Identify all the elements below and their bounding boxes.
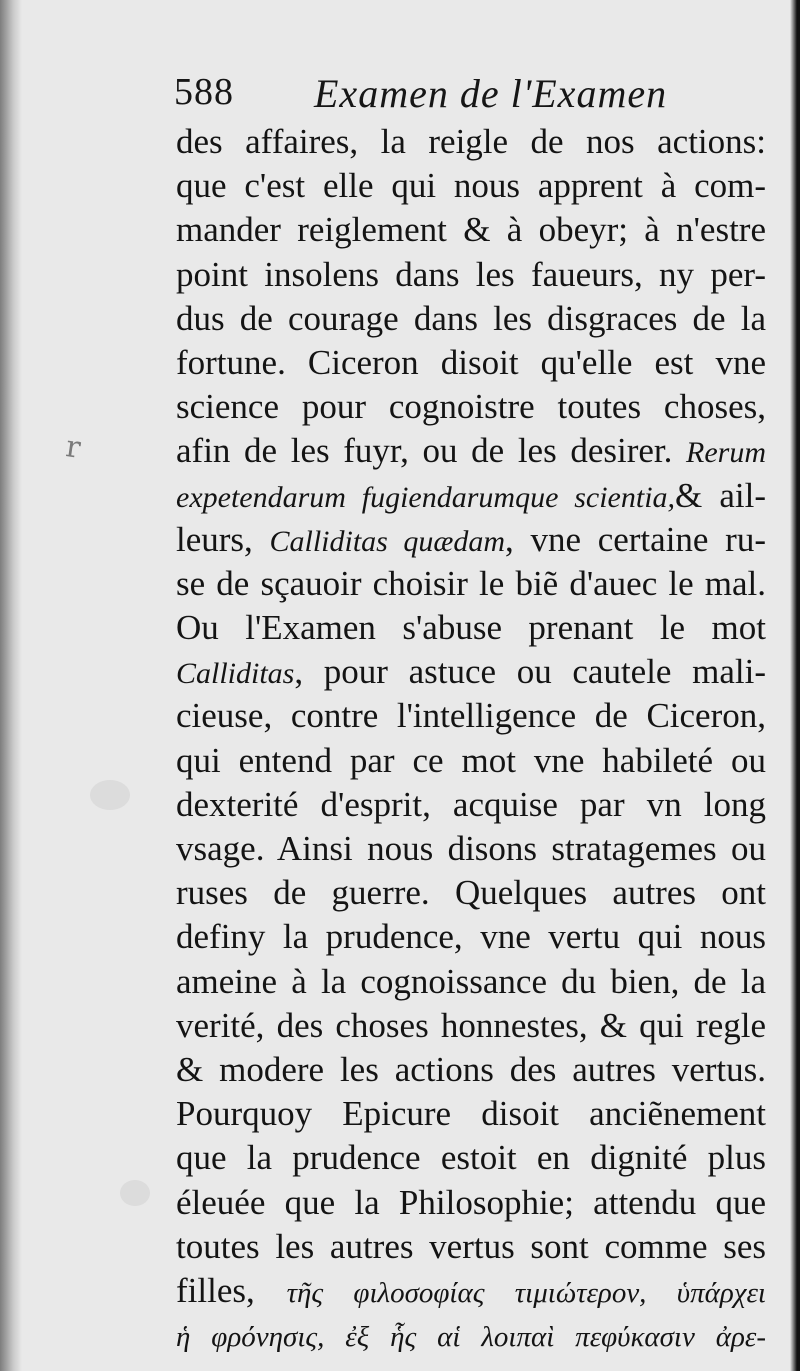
line-text: des affaires, la reigle de nos actions:	[176, 122, 766, 161]
margin-mark: r	[63, 429, 83, 466]
line-text: cieuse, contre l'intelligence de Ciceron,	[176, 696, 766, 736]
paper-stain	[90, 780, 130, 810]
page-number: 588	[174, 71, 234, 113]
text-line	[176, 694, 766, 738]
line-text: que c'est elle qui nous apprent à com-	[176, 166, 766, 206]
text-line	[176, 827, 766, 871]
line-text: dexterité d'esprit, acquise par vn long	[176, 784, 766, 824]
line-text: mander reiglement & à obeyr; à n'estre	[176, 210, 766, 250]
latin-term: Rerum	[686, 436, 766, 470]
line-text: se de sçauoir choisir le biẽ d'auec le mal.	[176, 563, 766, 603]
line-text: & ail-	[675, 475, 766, 515]
line-text: toutes les autres vertus sont comme ses	[176, 1226, 766, 1266]
line-text: dus de courage dans les disgraces de la	[176, 298, 766, 338]
text-line	[176, 341, 766, 385]
greek-quotation: τῆς φιλοσοφίας τιμιώτερον, ὑπάρχει	[286, 1276, 766, 1309]
line-text: , vne certaine ru-	[505, 519, 766, 559]
text-line	[176, 1004, 766, 1048]
line-text: fortune. Ciceron disoit qu'elle est vne	[176, 342, 766, 382]
text-line	[176, 120, 766, 164]
line-text: & modere les actions des autres vertus.	[176, 1049, 766, 1089]
line-text: science pour cognoistre toutes choses,	[176, 387, 766, 427]
line-text: éleuée que la Philosophie; attendu que	[176, 1182, 766, 1222]
line-text: ruses de guerre. Quelques autres ont	[176, 873, 766, 913]
text-line	[176, 429, 766, 473]
text-line	[176, 297, 766, 341]
line-text: point insolens dans les faueurs, ny per-	[176, 254, 766, 294]
line-text: , pour astuce ou cautele mali-	[294, 652, 766, 692]
text-line	[176, 871, 766, 915]
line-text: Pourquoy Epicure disoit anciẽnement	[176, 1094, 766, 1134]
greek-quotation: ἡ φρόνησις, ἐξ ἧς αἱ λοιπαὶ πεφύκασιν ἀρε-	[176, 1321, 766, 1354]
text-line	[176, 1092, 766, 1136]
line-text: afin de les fuyr, ou de les desirer.	[176, 431, 687, 471]
page-edge	[790, 0, 800, 1371]
paper-stain	[120, 1180, 150, 1206]
latin-term: Calliditas	[176, 657, 295, 691]
body-text	[176, 120, 766, 1357]
line-text: filles,	[176, 1270, 287, 1310]
line-text: leurs,	[176, 519, 270, 559]
text-line	[176, 606, 766, 650]
running-header	[174, 70, 774, 122]
text-line	[176, 739, 766, 783]
text-line	[176, 783, 766, 827]
line-text: Ou l'Examen s'abuse prenant le mot	[176, 608, 766, 648]
line-text: ameine à la cognoissance du bien, de la	[176, 961, 766, 1001]
text-line	[176, 915, 766, 959]
text-line	[176, 208, 766, 252]
binding-shadow	[0, 0, 22, 1371]
text-line	[176, 253, 766, 297]
latin-term: Calliditas quædam	[269, 524, 505, 558]
text-line	[176, 474, 766, 518]
text-line	[176, 385, 766, 429]
text-line	[176, 1269, 766, 1313]
text-line	[176, 164, 766, 208]
text-line	[176, 562, 766, 606]
text-line	[176, 960, 766, 1004]
running-title: Examen de l'Examen	[314, 71, 668, 116]
text-line	[176, 1225, 766, 1269]
text-line	[176, 650, 766, 694]
latin-term: expetendarum fugiendarumque scientia,	[176, 480, 676, 514]
line-text: qui entend par ce mot vne habileté ou	[176, 740, 766, 780]
text-line	[176, 518, 766, 562]
text-line	[176, 1136, 766, 1180]
line-text: vsage. Ainsi nous disons stratagemes ou	[176, 829, 766, 868]
text-line	[176, 1181, 766, 1225]
line-text: definy la prudence, vne vertu qui nous	[176, 917, 766, 957]
line-text: que la prudence estoit en dignité plus	[176, 1138, 766, 1178]
line-text: verité, des choses honnestes, & qui regle	[176, 1005, 766, 1045]
text-line	[176, 1048, 766, 1092]
text-line	[176, 1313, 766, 1357]
